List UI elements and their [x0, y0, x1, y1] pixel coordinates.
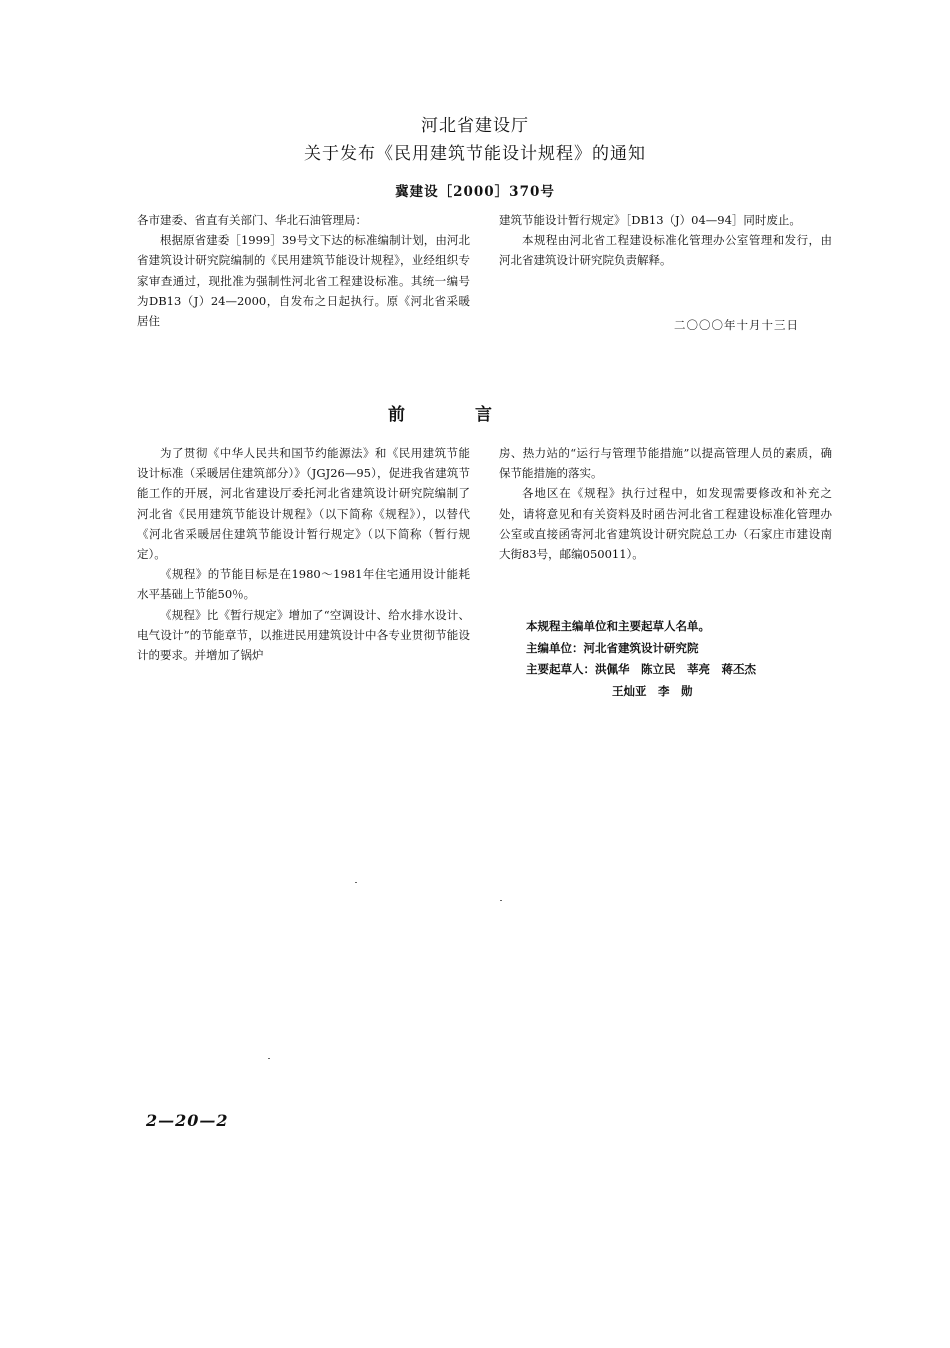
chief-unit: 主编单位：河北省建筑设计研究院: [526, 640, 699, 655]
scan-speck: [500, 900, 502, 901]
editors-block: [526, 616, 846, 702]
editors-intro: 本规程主编单位和主要起草人名单。: [526, 619, 710, 633]
preface-paragraph: 各地区在《规程》执行过程中，如发现需要修改和补充之处，请将意见和有关资料及时函告河北省工程建设标准化管理办公室或直接函寄河北省建筑设计研究院总工办（石家庄市建设南大街83号，邮编050011）。: [499, 486, 832, 562]
preface-paragraph: 为了贯彻《中华人民共和国节约能源法》和《民用建筑节能设计标准（采暖居住建筑部分）》（JGJ26—95），促进我省建筑节能工作的开展，河北省建设厅委托河北省建筑设计研究院编制了河北省《民用建筑节能设计规程》（以下简称《规程》），以替代《河北省采暖居住建筑节能设计暂行规定》（以下简称（暂行规定）。: [137, 446, 470, 562]
drafters-line: 王灿亚 李 勋: [612, 683, 693, 698]
preface-left-column: [137, 443, 470, 665]
notice-paragraph: 根据原省建委［1999］39号文下达的标准编制计划，由河北省建筑设计研究院编制的《民用建筑节能设计规程》，业经组织专家审查通过，现批准为强制性河北省工程建设标准。其统一编号为DB13（J）24—2000，自发布之日起执行。原《河北省采暖居住: [137, 233, 470, 329]
notice-paragraph: 本规程由河北省工程建设标准化管理办公室管理和发行，由河北省建筑设计研究院负责解释。: [499, 233, 832, 268]
document-number: 冀建设［2000］370号: [395, 184, 555, 200]
preface-paragraph: 《规程》比《暂行规定》增加了“空调设计、给水排水设计、电气设计”的节能章节，以推进民用建筑设计中各专业贯彻节能设计的要求。并增加了锅炉: [137, 607, 470, 663]
notice-right-column: [499, 210, 832, 271]
preface-right-column: [499, 443, 832, 564]
drafters-line: 主要起草人：洪佩华 陈立民 莘亮 蒋丕杰: [526, 662, 756, 676]
scan-speck: [268, 1058, 270, 1059]
notice-title: 关于发布《民用建筑节能设计规程》的通知: [304, 144, 646, 164]
issuer-heading: 河北省建设厅: [421, 116, 529, 136]
notice-addressee: 各市建委、省直有关部门、华北石油管理局：: [137, 213, 367, 227]
notice-date: 二〇〇〇年十月十三日: [674, 318, 799, 332]
page-number: 2—20—2: [146, 1111, 229, 1130]
preface-paragraph: 房、热力站的“运行与管理节能措施”以提高管理人员的素质，确保节能措施的落实。: [499, 446, 832, 481]
scan-speck: [355, 882, 357, 883]
notice-left-column: [137, 210, 470, 331]
preface-heading: 前言: [388, 405, 562, 425]
notice-paragraph: 建筑节能设计暂行规定》［DB13（J）04—94］同时废止。: [499, 213, 801, 227]
preface-paragraph: 《规程》的节能目标是在1980～1981年住宅通用设计能耗水平基础上节能50％。: [137, 567, 470, 602]
